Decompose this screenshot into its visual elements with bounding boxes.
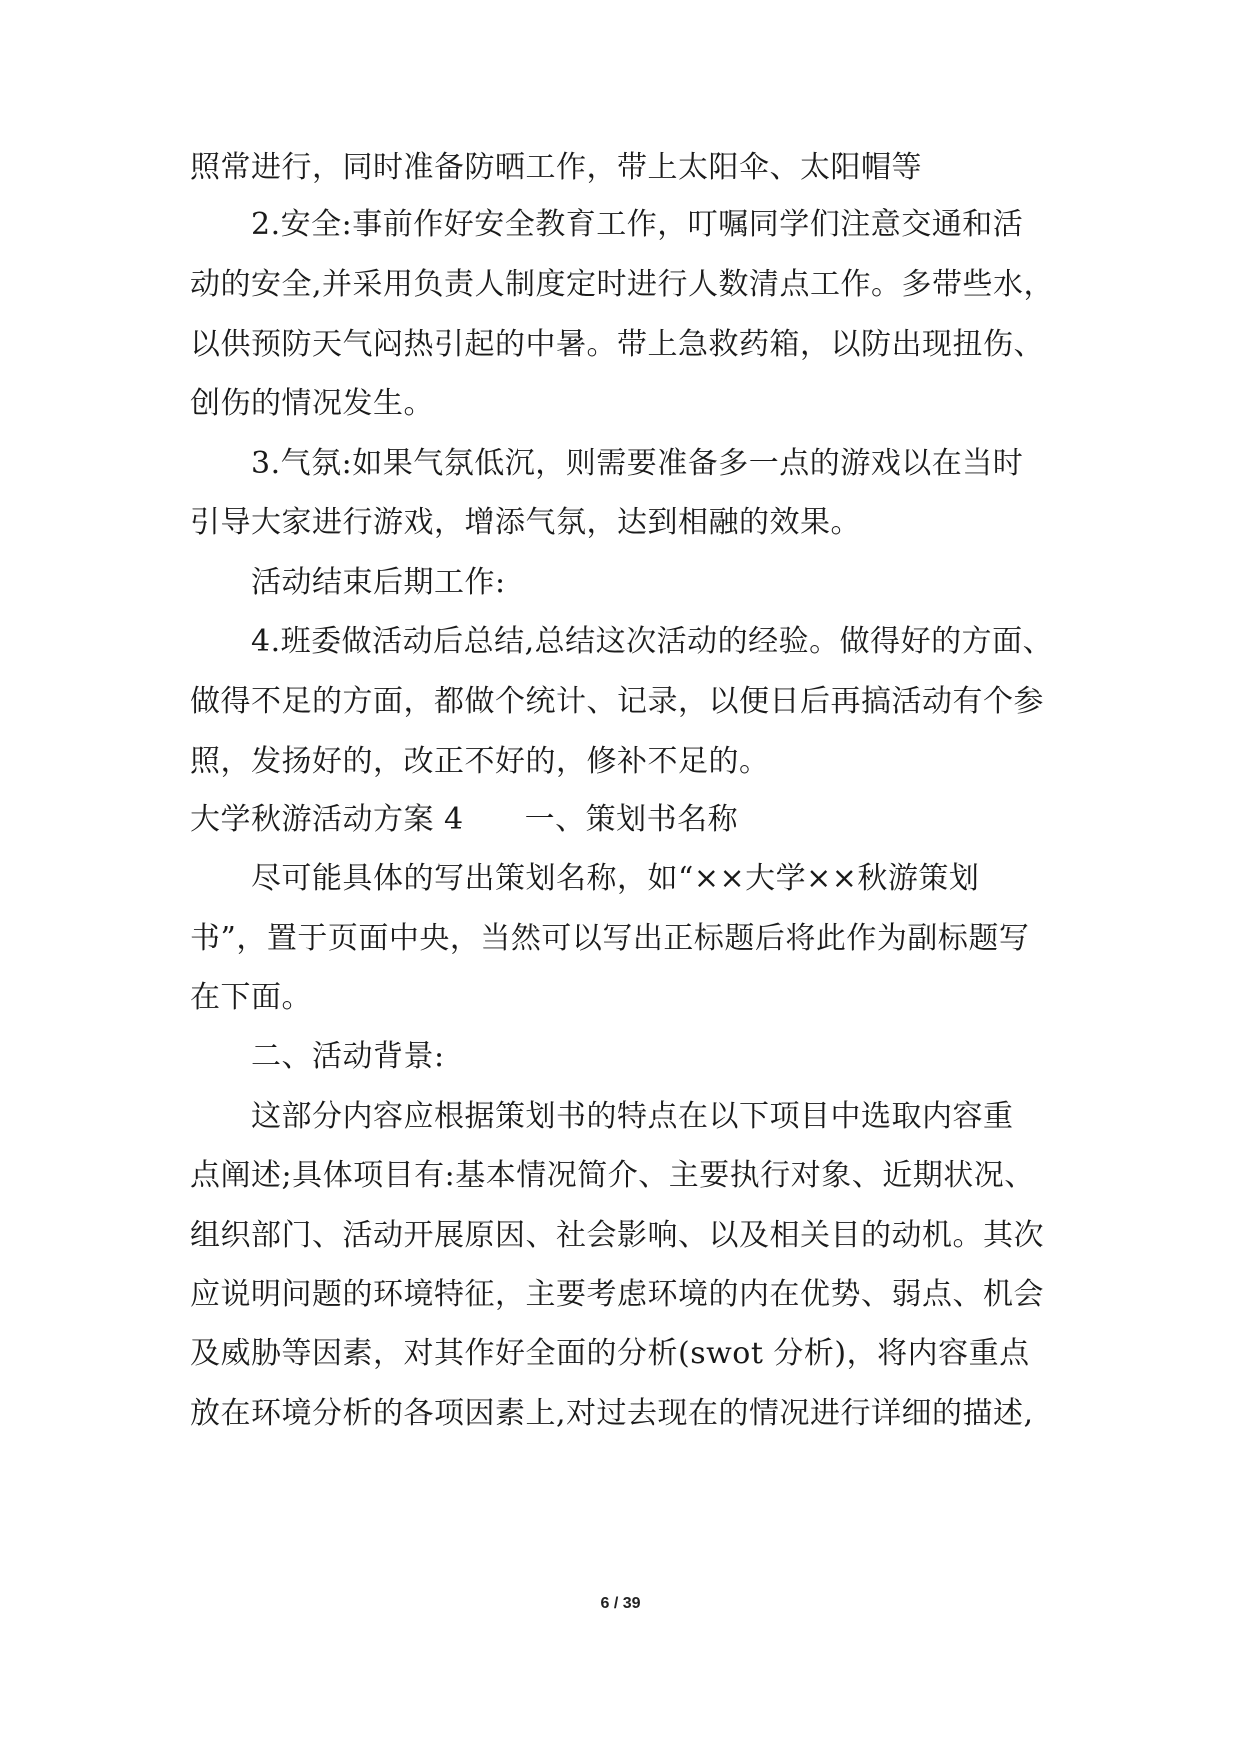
text-line: 及威胁等因素，对其作好全面的分析(swot 分析)，将内容重点 [190, 1336, 1030, 1371]
text-line: 动的安全,并采用负责人制度定时进行人数清点工作。多带些水， [190, 267, 1055, 302]
text-line: 组织部门、活动开展原因、社会影响、以及相关目的动机。其次 [190, 1218, 1044, 1253]
page-number: 6 / 39 [600, 1595, 641, 1612]
text-line: 2.安全:事前作好安全教育工作，叮嘱同学们注意交通和活 [251, 207, 1024, 242]
section-heading: 二、活动背景: [251, 1039, 445, 1074]
text-line: 4.班委做活动后总结,总结这次活动的经验。做得好的方面、 [251, 624, 1054, 659]
text-line: 引导大家进行游戏，增添气氛，达到相融的效果。 [190, 505, 861, 540]
text-line: 书”，置于页面中央，当然可以写出正标题后将此作为副标题写 [190, 921, 1030, 956]
text-line: 照，发扬好的，改正不好的，修补不足的。 [190, 744, 770, 779]
text-line: 做得不足的方面，都做个统计、记录，以便日后再搞活动有个参 [190, 684, 1044, 719]
text-line: 以供预防天气闷热引起的中暑。带上急救药箱，以防出现扭伤、 [190, 327, 1044, 362]
text-line: 3.气氛:如果气氛低沉，则需要准备多一点的游戏以在当时 [251, 446, 1024, 481]
text-line: 照常进行，同时准备防晒工作，带上太阳伞、太阳帽等 [190, 150, 922, 185]
text-line: 放在环境分析的各项因素上,对过去现在的情况进行详细的描述, [190, 1396, 1034, 1431]
text-line: 创伤的情况发生。 [190, 386, 434, 421]
section-heading: 活动结束后期工作: [251, 565, 506, 600]
section-title: 大学秋游活动方案 4 一、策划书名称 [190, 802, 739, 837]
text-line: 点阐述;具体项目有:基本情况简介、主要执行对象、近期状况、 [190, 1158, 1035, 1193]
text-line: 应说明问题的环境特征，主要考虑环境的内在优势、弱点、机会 [190, 1277, 1044, 1312]
text-line: 尽可能具体的写出策划名称，如“××大学××秋游策划 [251, 861, 980, 896]
text-line: 在下面。 [190, 980, 312, 1015]
text-line: 这部分内容应根据策划书的特点在以下项目中选取内容重 [251, 1099, 1014, 1134]
